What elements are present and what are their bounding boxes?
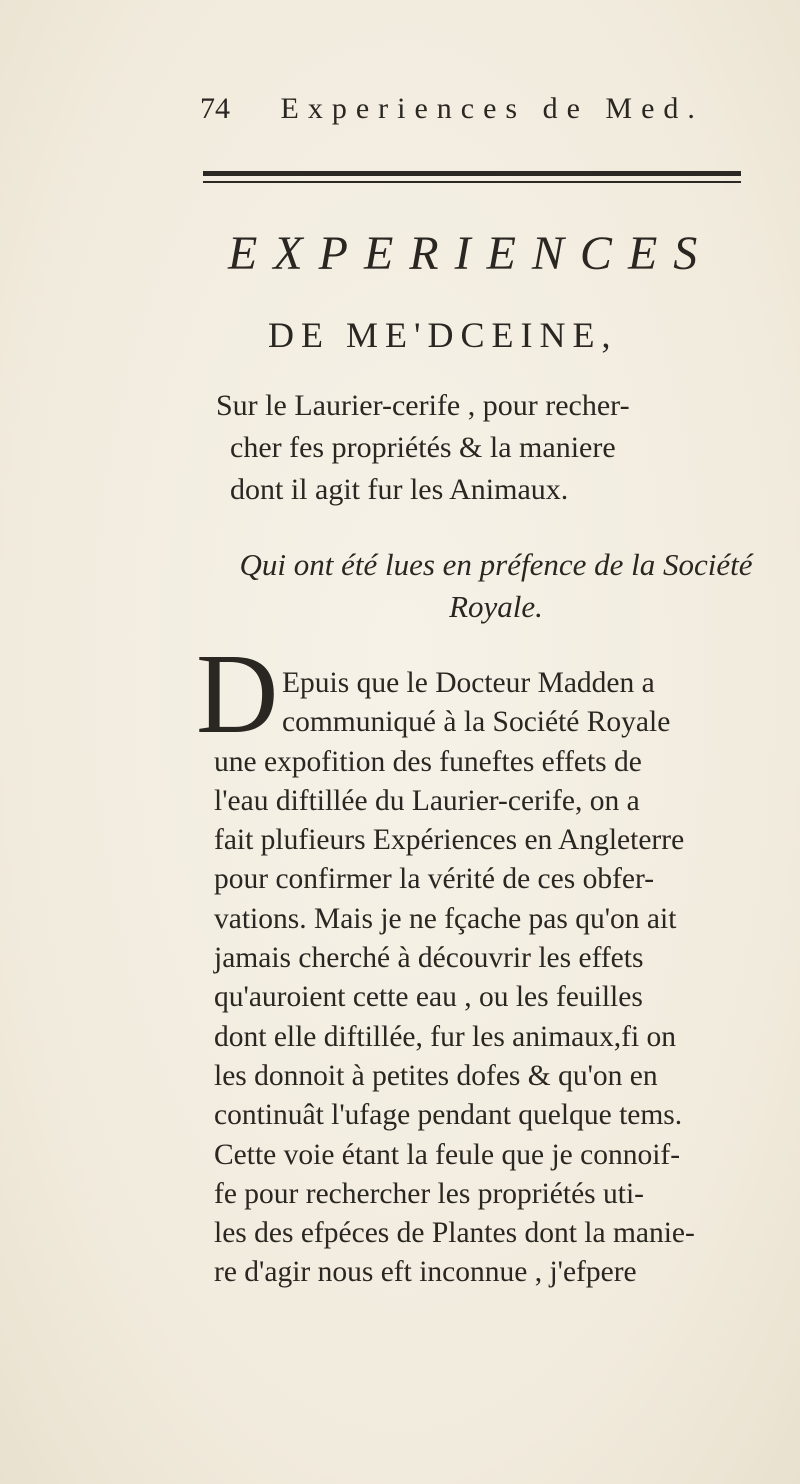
body-text (214, 664, 774, 1293)
chapter-title: EXPERIENCES (228, 227, 714, 280)
body-line: jamais cherché à découvrir les effets (214, 942, 644, 975)
body-line: l'eau diftillée du Laurier-cerife, on a (214, 784, 640, 817)
header-rule-thick (203, 171, 741, 176)
body-line: communiqué à la Société Royale (282, 706, 671, 739)
chapter-summary (216, 385, 764, 511)
running-header (200, 92, 760, 126)
body-line: re d'agir nous eft inconnue , j'efpere (214, 1256, 637, 1289)
running-title: Experiences de Med. (280, 92, 704, 125)
body-line: vations. Mais je ne fçache pas qu'on ait (214, 902, 677, 935)
page-number: 74 (200, 92, 230, 125)
body-line: dont elle diftillée, fur les animaux,fi on (214, 1020, 677, 1053)
summary-line: cher fes propriétés & la maniere (230, 431, 616, 464)
notice-line: Qui ont été lues en préfence de la Société (239, 547, 753, 582)
body-line: fait plufieurs Expériences en Angleterre (214, 824, 685, 857)
body-line: Cette voie étant la feule que je connoif- (214, 1138, 681, 1171)
body-line: fe pour rechercher les propriétés uti- (214, 1177, 644, 1210)
body-line: les donnoit à petites dofes & qu'on en (214, 1059, 658, 1092)
body-line: qu'auroient cette eau , ou les feuilles (214, 981, 643, 1014)
drop-cap: D (196, 630, 279, 757)
summary-line: Sur le Laurier-cerife , pour recher- (216, 389, 630, 422)
reading-notice (236, 544, 756, 628)
notice-line: Royale. (449, 589, 543, 624)
body-line: continuât l'ufage pendant quelque tems. (214, 1099, 683, 1132)
body-line: pour confirmer la vérité de ces obfer- (214, 863, 655, 896)
body-line: Epuis que le Docteur Madden a (282, 667, 655, 699)
body-line: les des efpéces de Plantes dont la manie- (214, 1217, 695, 1250)
header-rule-thin (203, 181, 741, 183)
body-line: une expofition des funeftes effets de (214, 745, 642, 778)
chapter-subtitle: DE ME'DCEINE, (268, 315, 618, 355)
summary-line: dont il agit fur les Animaux. (230, 473, 569, 506)
